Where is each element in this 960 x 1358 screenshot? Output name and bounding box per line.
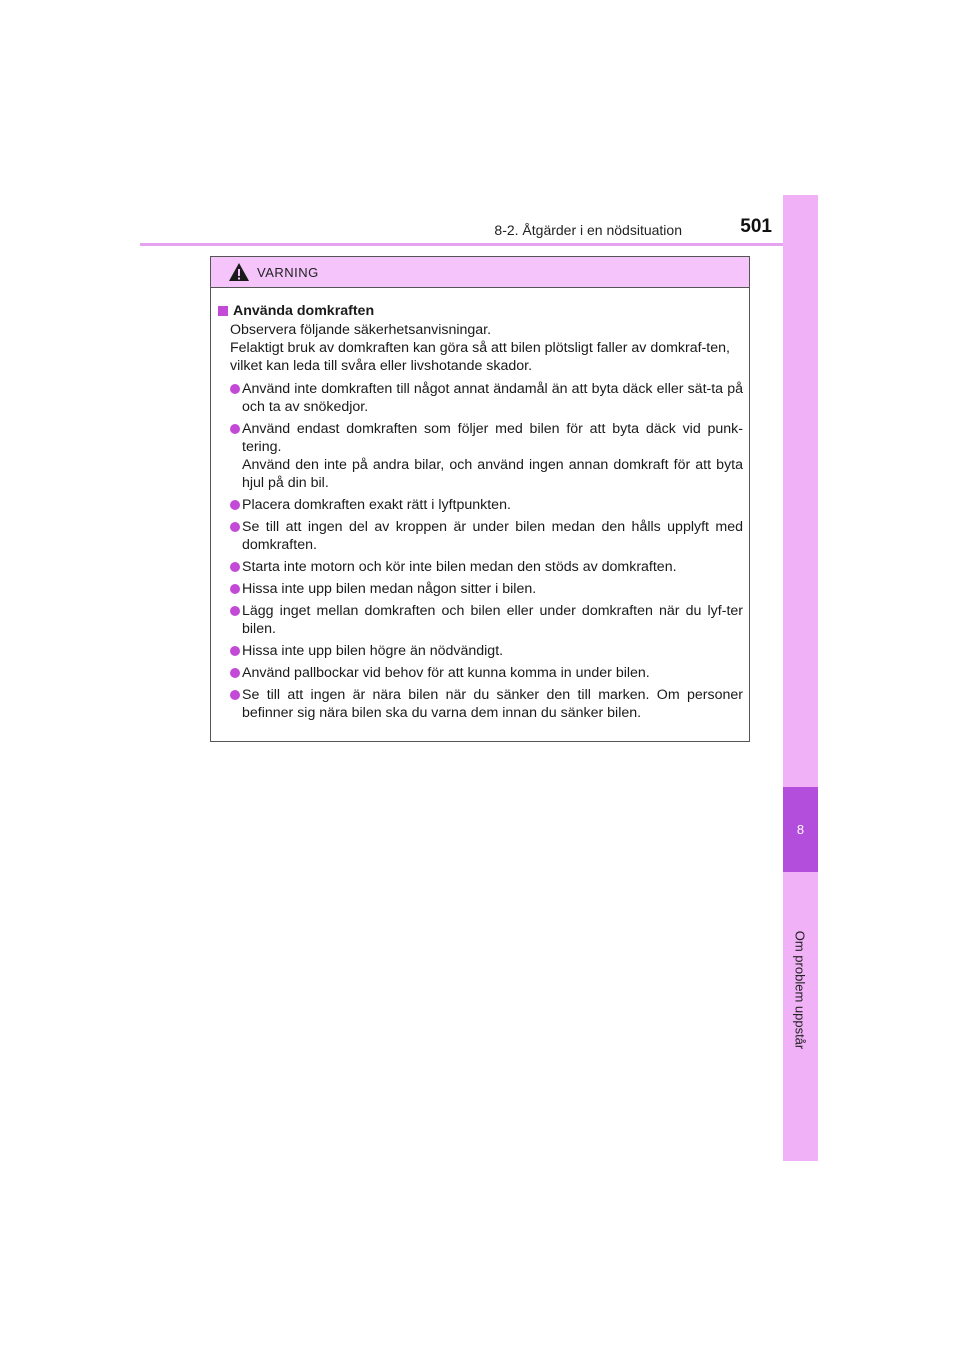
chapter-label: Om problem uppstår xyxy=(792,930,808,1050)
safety-list xyxy=(218,380,743,722)
intro-line: Felaktigt bruk av domkraften kan göra så att bilen plötsligt faller av domkraf-ten, vilket kan leda till svåra eller livshotande skador. xyxy=(230,340,730,374)
warning-triangle-icon xyxy=(228,262,250,282)
list-item xyxy=(218,558,743,576)
list-item-text: Använd pallbockar vid behov för att kunna komma in under bilen. xyxy=(242,665,650,681)
header-rule xyxy=(140,243,818,246)
list-item-text: Använd den inte på andra bilar, och använd ingen annan domkraft för att byta hjul på din bil. xyxy=(242,457,743,491)
bullet-dot-icon xyxy=(230,690,240,700)
bullet-dot-icon xyxy=(230,646,240,656)
list-item-text: Starta inte motorn och kör inte bilen medan den stöds av domkraften. xyxy=(242,559,677,575)
bullet-dot-icon xyxy=(230,384,240,394)
list-item xyxy=(218,420,743,492)
list-item-text: Använd inte domkraften till något annat ändamål än att byta däck eller sät-ta på och ta av snökedjor. xyxy=(242,381,743,415)
bullet-dot-icon xyxy=(230,606,240,616)
bullet-dot-icon xyxy=(230,668,240,678)
list-item xyxy=(218,518,743,554)
list-item-text: Se till att ingen är nära bilen när du sänker den till marken. Om personer befinner sig nära bilen ska du varna dem innan du sänker bilen. xyxy=(242,687,743,721)
list-item xyxy=(218,686,743,722)
warning-body xyxy=(211,288,749,722)
list-item xyxy=(218,664,743,682)
warning-subheading xyxy=(218,302,743,320)
square-bullet-icon xyxy=(218,306,228,316)
chapter-tab[interactable] xyxy=(783,787,818,872)
list-item xyxy=(218,496,743,514)
list-item-text: Placera domkraften exakt rätt i lyftpunkten. xyxy=(242,497,511,513)
intro-text xyxy=(218,321,743,375)
list-item xyxy=(218,642,743,660)
page-number: 501 xyxy=(740,216,772,237)
bullet-dot-icon xyxy=(230,522,240,532)
warning-box xyxy=(210,256,750,742)
section-title: 8-2. Åtgärder i en nödsituation xyxy=(494,222,682,238)
list-item-text: Använd endast domkraften som följer med bilen för att byta däck vid punk-tering. xyxy=(242,421,743,455)
list-item xyxy=(218,380,743,416)
list-item-text: Hissa inte upp bilen medan någon sitter i bilen. xyxy=(242,581,537,597)
bullet-dot-icon xyxy=(230,562,240,572)
bullet-dot-icon xyxy=(230,584,240,594)
list-item-text: Hissa inte upp bilen högre än nödvändigt. xyxy=(242,643,504,659)
list-item xyxy=(218,602,743,638)
warning-heading: Använda domkraften xyxy=(233,303,375,319)
list-item-text: Se till att ingen del av kroppen är under bilen medan den hålls upplyft med domkraften. xyxy=(242,519,743,553)
bullet-dot-icon xyxy=(230,424,240,434)
list-item xyxy=(218,580,743,598)
intro-line: Observera följande säkerhetsanvisningar. xyxy=(230,322,492,338)
list-item-text: Lägg inget mellan domkraften och bilen eller under domkraften när du lyf-ter bilen. xyxy=(242,603,743,637)
warning-header xyxy=(211,257,749,288)
warning-label: VARNING xyxy=(257,264,319,280)
page-header xyxy=(140,214,818,244)
chapter-number: 8 xyxy=(796,822,805,837)
bullet-dot-icon xyxy=(230,500,240,510)
